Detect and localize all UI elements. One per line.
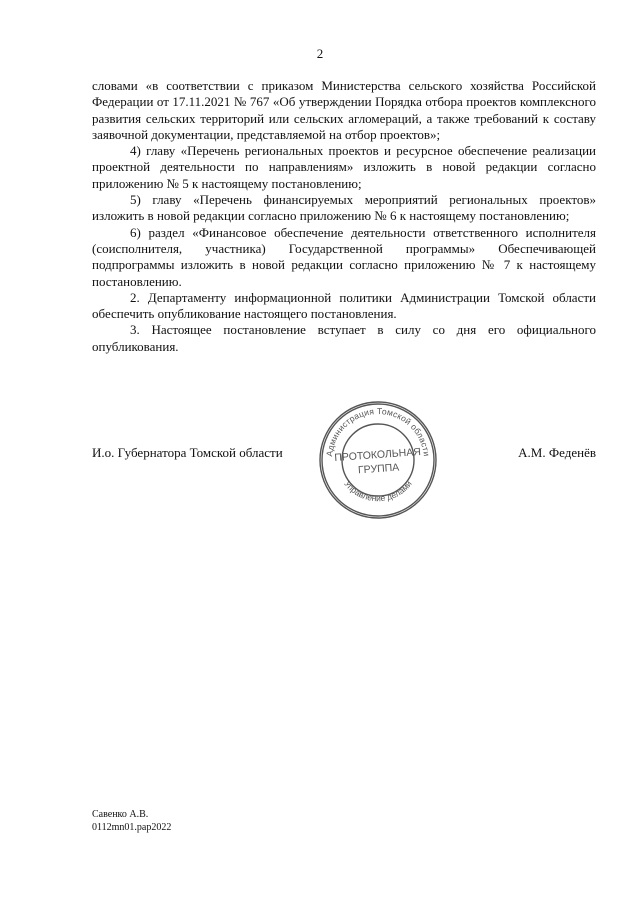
footer-doc-code: 0112mn01.pap2022: [92, 821, 172, 833]
footer-author: Савенко А.В.: [92, 809, 149, 820]
paragraph-item-5: 5) главу «Перечень финансируемых мероприятий региональных проектов» изложить в новой редакции согласно приложению № 6 к настоящему постановлению;: [92, 192, 596, 224]
official-seal-stamp: [316, 398, 440, 522]
document-footer: [92, 809, 171, 834]
paragraph-continuation: словами «в соответствии с приказом Министерства сельского хозяйства Российской Федерации от 17.11.2021 № 767 «Об утверждении Порядка отбора проектов комплексного развития сельских территорий или сельских агломераций, а также требований к составу заявочной документации, представляемой на отбор проектов»;: [92, 78, 596, 142]
paragraph-clause-2: 2. Департаменту информационной политики Администрации Томской области обеспечить опубликование настоящего постановления.: [92, 289, 596, 322]
paragraph-clause-3: 3. Настоящее постановление вступает в силу со дня его официального опубликования.: [92, 322, 596, 354]
paragraph-item-6: 6) раздел «Финансовое обеспечение деятельности ответственного исполнителя (соисполнителя, участника) Государственной программы» Обеспечивающей подпрограммы изложить в новой редакции согласно приложению № 7 к настоящему постановлению.: [92, 224, 596, 289]
signer-name: А.М. Феденёв: [518, 445, 596, 460]
svg-text:Управление делами: Управление делами: [342, 478, 414, 504]
paragraph-item-4: 4) главу «Перечень региональных проектов и ресурсное обеспечение реализации проектной деятельности по направлениям» изложить в новой редакции согласно приложению № 5 к настоящему постановлению;: [92, 143, 596, 191]
page-number: 2: [316, 46, 324, 61]
svg-text:ГРУППА: ГРУППА: [357, 461, 400, 477]
svg-text:ПРОТОКОЛЬНАЯ: ПРОТОКОЛЬНАЯ: [334, 446, 422, 465]
svg-text:Администрация Томской области: Администрация Томской области: [324, 405, 432, 457]
signer-title: И.о. Губернатора Томской области: [92, 445, 283, 460]
document-body: [92, 78, 596, 355]
